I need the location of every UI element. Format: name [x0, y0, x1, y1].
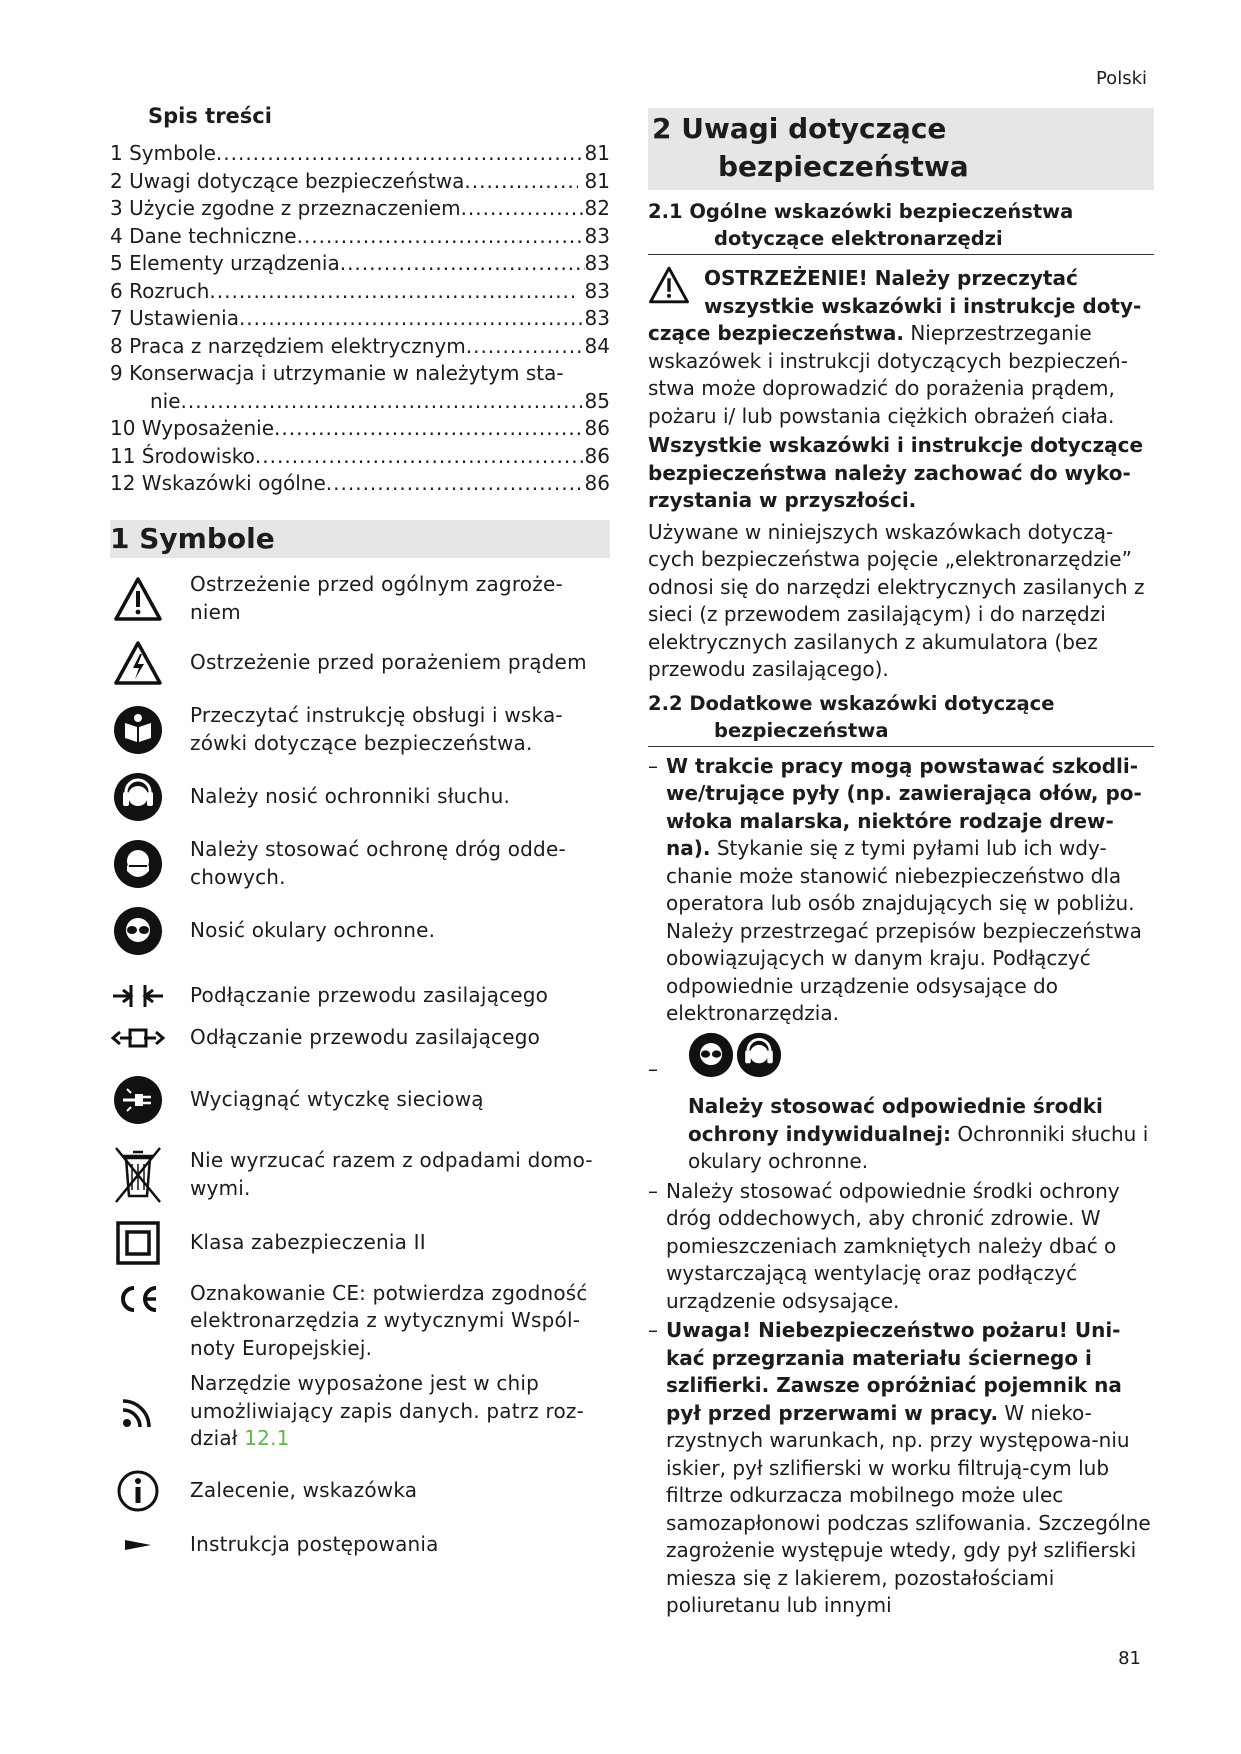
toc-item-label: 3 Użycie zgodne z przeznaczeniem: [110, 196, 461, 220]
toc-item[interactable]: [110, 360, 610, 388]
toc-item[interactable]: [110, 305, 610, 333]
list-item: – Uwaga! Niebezpieczeństwo pożaru! Uni-kać przegrzania materiału ściernego i szlifierki. Zawsze opróżniać pojemnik na pył przed przerwami w pracy. W nieko-rzystnych warunkach, np. przy występowa-niu iskier, pył szlifierski w worku filtrują-cym lub filtrze odkurzacza mobilnego może ulec samozapłonowi podczas szlifowania. Szczególne zagrożenie występuje wtedy, gdy pył szlifierski miesza się z lakierem, pozostałościami poliuretanu lub innymi: [648, 1318, 1151, 1617]
toc-item-continuation[interactable]: [110, 388, 610, 416]
safety-heading-line1: 2 Uwagi dotyczące: [652, 112, 947, 145]
fire-bold: Uwaga! Niebezpieczeństwo pożaru! Uni-kać przegrzania materiału ściernego i szlifierki. Zawsze opróżniać pojemnik na pył przed przerwami w pracy.: [666, 1318, 1122, 1425]
safety-heading: [648, 108, 1154, 190]
symbol-row: [110, 1020, 610, 1056]
subheading-2-1-line2: dotyczące elektronarzędzi: [714, 227, 1003, 250]
toc-item-page: 85: [584, 388, 610, 413]
dust-text: Stykanie się z tymi pyłami lub ich wdy-chanie może stanowić niebezpieczeństwo dla operatora lub osób znajdujących się w pobliżu. Należy przestrzegać przepisów bezpieczeństwa obowiązujących w danym kraju. Podłączyć odpowiednie urządzenie odsysające do elektronarzędzia.: [666, 836, 1142, 1025]
respiratory-protection-icon: [110, 839, 166, 889]
warning-paragraph: [648, 320, 1154, 430]
toc-item-page: 86: [584, 443, 610, 468]
toc-item[interactable]: [110, 223, 610, 251]
symbol-text: Nie wyrzucać razem z odpadami domo- wymi.: [190, 1148, 593, 1200]
page-number: 81: [1118, 1648, 1141, 1669]
warning-triangle-icon: [110, 576, 166, 622]
toc-item-page: 82: [584, 196, 610, 220]
toc-item[interactable]: [110, 333, 610, 361]
safety-goggles-icon: [110, 906, 166, 956]
symbol-text: Przeczytać instrukcję obsługi i wska- zówki dotyczące bezpieczeństwa.: [190, 703, 563, 755]
protection-class-ii-icon: [110, 1221, 166, 1265]
symbol-row: [110, 1072, 610, 1128]
symbol-row: [110, 836, 610, 892]
toc-item-label: 8 Praca z narzędziem elektrycznym: [110, 333, 466, 358]
warning-triangle-icon: [648, 265, 704, 320]
rfid-chip-icon: [110, 1392, 166, 1432]
toc-item-label-cont: nie: [150, 388, 181, 413]
fire-text: W nieko-rzystnych warunkach, np. przy występowa-niu iskier, pył szlifierski w worku filtrują-cym lub filtrze odkurzacza mobilnego może ulec samozapłonowi podczas szlifowania. Szczególne zagrożenie występuje wtedy, gdy pył szlifierski miesza się z lakierem, pozostałościami poliuretanu lub innymi: [666, 1400, 1151, 1617]
table-of-contents: [110, 140, 610, 498]
action-arrow-icon: [110, 1537, 166, 1553]
toc-item-page: 83: [584, 223, 610, 248]
toc-item[interactable]: [110, 168, 610, 196]
symbol-row: [110, 702, 610, 758]
subheading-2-2: [648, 690, 1154, 747]
symbol-row: [110, 1522, 610, 1568]
warning-bold-line2: wszystkie wskazówki i instrukcje doty-: [704, 293, 1142, 318]
toc-item-label: 1 Symbole: [110, 141, 216, 165]
info-icon: [110, 1469, 166, 1513]
subheading-2-2-line1: 2.2 Dodatkowe wskazówki dotyczące: [648, 691, 1055, 715]
language-label: Polski: [1095, 68, 1147, 89]
safety-heading-line2: bezpieczeństwa: [718, 150, 969, 183]
ppe-text: Ochronniki słuchu i okulary ochronne.: [688, 1121, 1149, 1173]
symbol-text: Odłączanie przewodu zasilającego: [190, 1024, 541, 1049]
warning-bold-line3: czące bezpieczeństwa.: [648, 321, 904, 345]
toc-item[interactable]: [110, 140, 610, 168]
toc-item-page: 83: [584, 251, 610, 275]
symbol-text: Należy stosować ochronę dróg odde- chowych.: [190, 837, 566, 889]
symbol-row: [110, 1468, 610, 1514]
toc-item-page: 81: [584, 141, 610, 165]
list-item: – Należy stosować odpowiednie środki ochrony dróg oddechowych, aby chronić zdrowie. W pomieszczeniach zamkniętych należy dbać o wystarczającą wentylację oraz podłączyć urządzenie odsysające.: [648, 1178, 1154, 1316]
symbol-text: Ostrzeżenie przed ogólnym zagroże- niem: [190, 572, 563, 624]
toc-item-page: 81: [578, 168, 610, 193]
subheading-2-1-line1: 2.1 Ogólne wskazówki bezpieczeństwa: [648, 200, 1074, 223]
toc-item-page: 83: [578, 278, 610, 303]
dust-bold: W trakcie pracy mogą powstawać szkodli-we/trujące pyły (np. zawierająca ołów, po-włoka malarska, niektóre rodzaje drew-na).: [666, 753, 1142, 860]
term-definition: Używane w niniejszych wskazówkach dotyczą-cych bezpieczeństwa pojęcie „elektronarzędzie” odnosi się do narzędzi elektrycznych zasilanych z sieci (z przewodem zasilającym) i do narzędzi elektrycznych zasilanych z akumulatora (bez przewodu zasilającego).: [648, 519, 1145, 681]
safety-goggles-icon: [688, 1032, 734, 1086]
symbol-text: Klasa zabezpieczenia II: [190, 1229, 426, 1254]
symbol-row: [110, 904, 610, 958]
symbol-text-main: Narzędzie wyposażone jest w chip umożliwiający zapis danych. patrz roz- dział: [190, 1371, 585, 1451]
toc-item-label: 10 Wyposażenie: [110, 416, 275, 440]
right-column: [648, 108, 1154, 1620]
warning-block: [648, 265, 1154, 430]
toc-item-label: 6 Rozruch: [110, 278, 210, 303]
toc-item[interactable]: [110, 278, 610, 306]
toc-item[interactable]: [110, 443, 610, 471]
symbol-text: Zalecenie, wskazówka: [190, 1477, 418, 1502]
toc-item[interactable]: [110, 470, 610, 498]
ce-mark-icon: [110, 1280, 166, 1314]
symbol-text: Ostrzeżenie przed porażeniem prądem: [190, 649, 587, 674]
symbol-row: [110, 1142, 610, 1208]
symbol-row: [110, 1218, 610, 1268]
toc-item[interactable]: [110, 250, 610, 278]
warning-title: [704, 265, 1141, 320]
warning-header: [648, 265, 1154, 320]
symbols-heading: 1 Symbole: [110, 520, 610, 558]
ear-protection-icon: [110, 772, 166, 822]
toc-item-page: 86: [584, 471, 610, 495]
symbol-row: [110, 978, 610, 1014]
connect-cable-icon: [110, 981, 166, 1011]
toc-item-label: 7 Ustawienia: [110, 306, 239, 330]
toc-item-label: 12 Wskazówki ogólne: [110, 471, 326, 495]
toc-item-page: 83: [584, 306, 610, 330]
toc-item-label: 9 Konserwacja i utrzymanie w należytym sta-: [110, 361, 564, 385]
symbol-row: [110, 770, 610, 824]
warning-text: Nieprzestrzeganie wskazówek i instrukcji dotyczących bezpieczeń-stwa może doprowadzić do porażenia prądem, pożaru i/ lub powstania ciężkich obrażeń ciała.: [648, 321, 1128, 428]
symbol-text: [166, 1370, 584, 1453]
toc-item-label: 11 Środowisko: [110, 443, 255, 468]
symbol-row: [110, 1370, 610, 1454]
symbol-text: Oznakowanie CE: potwierdza zgodność elektronarzędzia z wytycznymi Wspól- noty Europejskiej.: [190, 1280, 588, 1360]
toc-item-label: 4 Dane techniczne: [110, 223, 297, 248]
subheading-2-2-line2: bezpieczeństwa: [714, 718, 889, 742]
symbol-row: [110, 638, 610, 688]
toc-title: Spis treści: [148, 104, 272, 128]
toc-item-label: 5 Elementy urządzenia: [110, 251, 340, 275]
left-column: [110, 104, 610, 1568]
ear-protection-icon: [736, 1032, 782, 1086]
respiratory-text: Należy stosować odpowiednie środki ochrony dróg oddechowych, aby chronić zdrowie. W pomieszczeniach zamkniętych należy dbać o wystarczającą wentylację oraz podłączyć urządzenie odsysające.: [666, 1178, 1120, 1313]
symbol-text: Wyciągnąć wtyczkę sieciową: [190, 1086, 484, 1111]
chapter-link[interactable]: 12.1: [244, 1426, 290, 1451]
toc-item-page: 84: [584, 333, 610, 358]
list-item: – Należy stosować odpowiednie środki ochrony indywidualnej: Ochronniki słuchu i okulary ochronne.: [648, 1032, 1154, 1176]
symbol-row: [110, 570, 610, 628]
symbol-text: Należy nosić ochronniki słuchu.: [190, 783, 511, 808]
keep-instructions: Wszystkie wskazówki i instrukcje dotyczące bezpieczeństwa należy zachować do wyko-rzystania w przyszłości.: [648, 433, 1144, 512]
warning-bold-line1: OSTRZEŻENIE! Należy przeczytać: [704, 266, 1078, 290]
subheading-2-1: [648, 198, 1154, 255]
toc-item-page: 86: [584, 416, 610, 440]
list-item: – W trakcie pracy mogą powstawać szkodli-we/trujące pyły (np. zawierająca ołów, po-włoka malarska, niektóre rodzaje drew-na). Stykanie się z tymi pyłami lub ich wdy-chanie może stanowić niebezpieczeństwo dla operatora lub osób znajdujących się w pobliżu. Należy przestrzegać przepisów bezpieczeństwa obowiązujących w danym kraju. Podłączyć odpowiednie urządzenie odsysające do elektronarzędzia.: [648, 753, 1142, 1025]
symbol-row: [110, 1280, 610, 1364]
read-manual-icon: [110, 705, 166, 755]
disconnect-cable-icon: [110, 1023, 166, 1053]
toc-item[interactable]: [110, 415, 610, 443]
symbol-text: Nosić okulary ochronne.: [190, 917, 436, 942]
symbol-text: Instrukcja postępowania: [190, 1531, 439, 1556]
crossed-bin-icon: [110, 1144, 166, 1206]
electric-shock-warning-icon: [110, 640, 166, 686]
toc-item[interactable]: [110, 195, 610, 223]
symbol-text: Podłączanie przewodu zasilającego: [190, 982, 549, 1007]
unplug-icon: [110, 1075, 166, 1125]
ppe-bold: Należy stosować odpowiednie środki ochrony indywidualnej:: [688, 1094, 1103, 1146]
symbols-list: [110, 570, 610, 1568]
toc-item-label: 2 Uwagi dotyczące bezpieczeństwa: [110, 168, 465, 193]
